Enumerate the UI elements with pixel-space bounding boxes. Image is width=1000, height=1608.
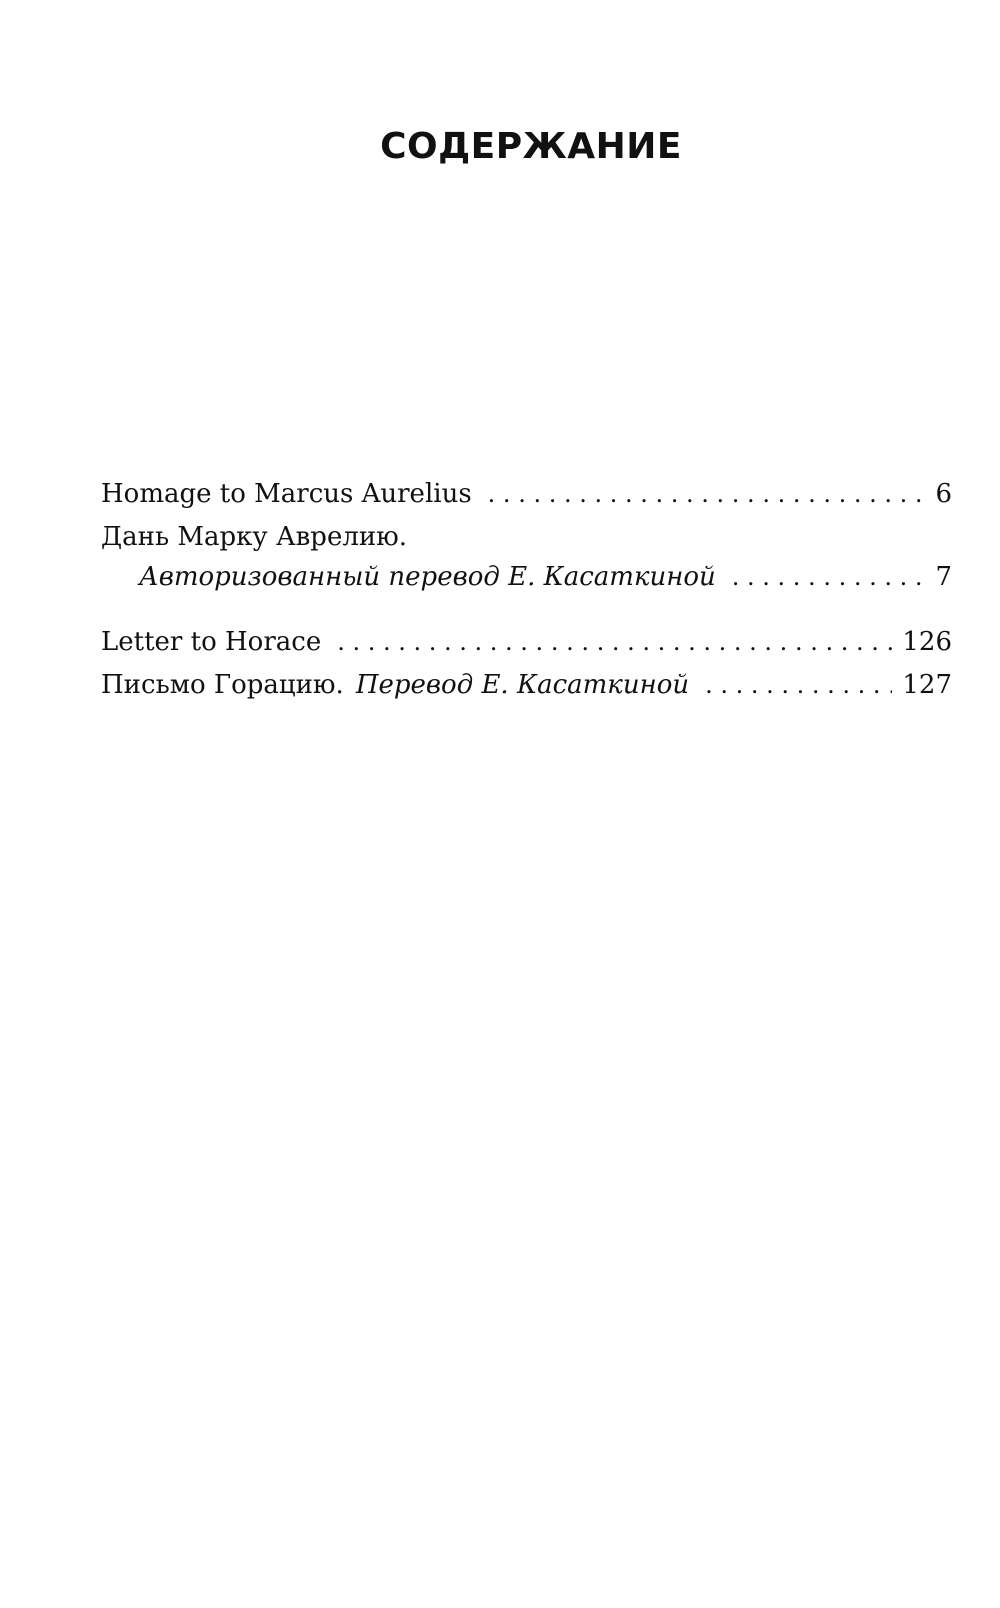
- toc-entry-title: Homage to Marcus Aurelius: [101, 479, 472, 509]
- toc-entry-pismo[interactable]: [101, 665, 952, 705]
- toc-page-number: 127: [902, 670, 952, 700]
- toc-page-number: 6: [935, 479, 952, 509]
- table-of-contents: [101, 474, 952, 705]
- toc-entry-subtitle: Перевод Е. Касаткиной: [355, 670, 690, 700]
- toc-entry-homage[interactable]: [101, 474, 952, 514]
- toc-entry-letter[interactable]: [101, 622, 952, 662]
- toc-entry-title: Письмо Горацию.: [101, 670, 344, 700]
- toc-page-number: 126: [902, 627, 952, 657]
- dot-leader: [337, 622, 892, 662]
- section-gap: [101, 597, 952, 622]
- toc-entry-title: Дань Марку Аврелию.: [101, 522, 408, 552]
- toc-entry-dan[interactable]: [101, 517, 952, 597]
- page-title: СОДЕРЖАНИЕ: [380, 126, 682, 167]
- toc-page-number: 7: [935, 562, 952, 592]
- dot-leader: [705, 665, 892, 705]
- toc-entry-title: Letter to Horace: [101, 627, 322, 657]
- toc-entry-subtitle: Авторизованный перевод Е. Касаткиной: [139, 562, 716, 592]
- dot-leader: [488, 474, 924, 514]
- dot-leader: [732, 557, 924, 597]
